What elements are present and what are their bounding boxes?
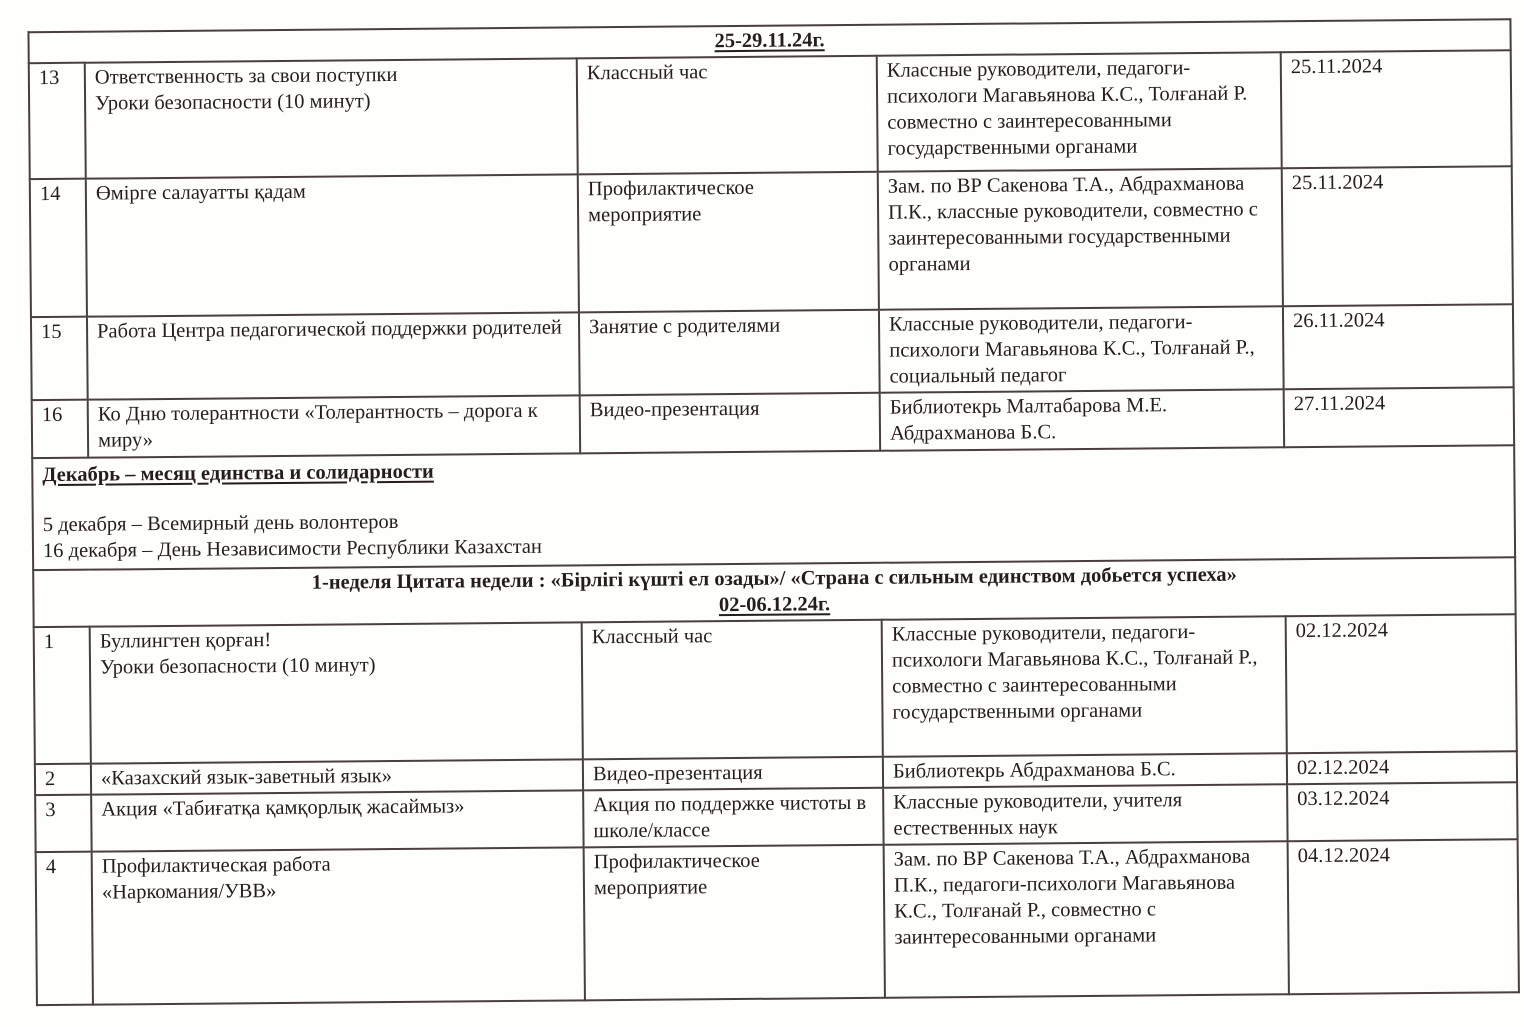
week1-dates-label: 02-06.12.24г. (718, 593, 831, 617)
december-section-cell (32, 445, 1515, 570)
date-cell: 27.11.2024 (1284, 387, 1514, 447)
row-number-cell: 2 (35, 764, 91, 795)
date-cell: 25.11.2024 (1282, 166, 1513, 306)
table-row (30, 166, 1513, 317)
table-row (34, 614, 1517, 764)
december-note-independence: 16 декабря – День Независимости Республики Казахстан (42, 535, 543, 563)
work-plan-table (27, 18, 1519, 1006)
event-cell: Өмірге салауатты қадам (86, 174, 579, 316)
date-cell: 03.12.2024 (1287, 782, 1517, 841)
responsible-cell: Классные руководители, педагоги-психологи Магавьянова К.С., Толғанай Р., социальный педагог (879, 306, 1284, 393)
december-section-row (32, 445, 1515, 570)
scan-tilt-wrapper (27, 18, 1519, 1006)
date-cell: 02.12.2024 (1287, 751, 1517, 784)
date-cell: 26.11.2024 (1283, 304, 1514, 389)
responsible-cell: Классные руководители, учителя естественных наук (883, 784, 1287, 845)
table-row (36, 839, 1519, 1005)
event-cell: Ко Дню толерантности «Толерантность – дорога к миру» (88, 395, 580, 457)
responsible-cell: Классные руководители, педагоги-психологи Магавьянова К.С., Толғанай Р. совместно с заинтересованными государственными органами (877, 52, 1282, 172)
responsible-cell: Классные руководители, педагоги-психологи Магавьянова К.С., Толғанай Р., совместно с заинтересованными государственными органами (882, 616, 1287, 757)
event-cell: Ответственность за свои поступки Уроки безопасности (10 минут) (85, 58, 578, 178)
responsible-cell: Библиотекрь Малтабарова М.Е. Абдрахманова Б.С. (880, 389, 1284, 451)
event-cell: Буллингтен қорған! Уроки безопасности (10 минут) (90, 622, 583, 763)
table-row (31, 304, 1514, 400)
responsible-cell: Библиотекрь Абдрахманова Б.С. (883, 753, 1287, 788)
row-number-cell: 15 (31, 317, 88, 400)
event-cell: Акция «Табиғатқа қамқорлық жасаймыз» (91, 790, 583, 851)
december-section-title: Декабрь – месяц единства и солидарности (42, 460, 434, 487)
responsible-cell: Зам. по ВР Сакенова Т.А., Абдрахманова П.К., педагоги-психологи Магавьянова К.С., Толғанай Р., совместно с заинтересованными органами (884, 841, 1289, 998)
form-cell: Классный час (577, 56, 878, 175)
form-cell: Занятие с родителями (579, 310, 880, 396)
december-note-volunteers: 5 декабря – Всемирный день волонтеров (42, 510, 399, 537)
event-cell: Профилактическая работа «Наркомания/УВВ» (92, 847, 585, 1004)
row-number-cell: 3 (35, 795, 91, 852)
form-cell: Акция по поддержке чистоты в школе/классе (583, 788, 883, 848)
responsible-cell: Зам. по ВР Сакенова Т.А., Абдрахманова П.К., классные руководители, совместно с заинтересованными государственными органами (878, 168, 1283, 310)
event-cell: «Казахский язык-заветный язык» (91, 759, 583, 794)
form-cell: Видео-презентация (580, 393, 880, 454)
form-cell: Классный час (582, 620, 883, 760)
november-week-label: 25-29.11.24г. (714, 29, 825, 53)
row-number-cell: 1 (34, 627, 91, 764)
date-cell: 04.12.2024 (1288, 839, 1519, 994)
row-number-cell: 14 (30, 179, 87, 317)
form-cell: Профилактическое мероприятие (584, 845, 885, 1001)
row-number-cell: 16 (32, 400, 89, 458)
week1-quote: 1-неделя Цитата недели : «Бірлігі күшті ел озады»/ «Страна с сильным единством добьется успеха» (311, 563, 1237, 594)
table-row (29, 50, 1512, 179)
row-number-cell: 4 (36, 852, 93, 1005)
event-cell: Работа Центра педагогической поддержки родителей (87, 312, 580, 399)
date-cell: 02.12.2024 (1286, 614, 1517, 753)
form-cell: Профилактическое мероприятие (578, 172, 879, 313)
form-cell: Видео-презентация (583, 757, 883, 791)
date-cell: 25.11.2024 (1281, 50, 1512, 168)
row-number-cell: 13 (29, 63, 86, 179)
